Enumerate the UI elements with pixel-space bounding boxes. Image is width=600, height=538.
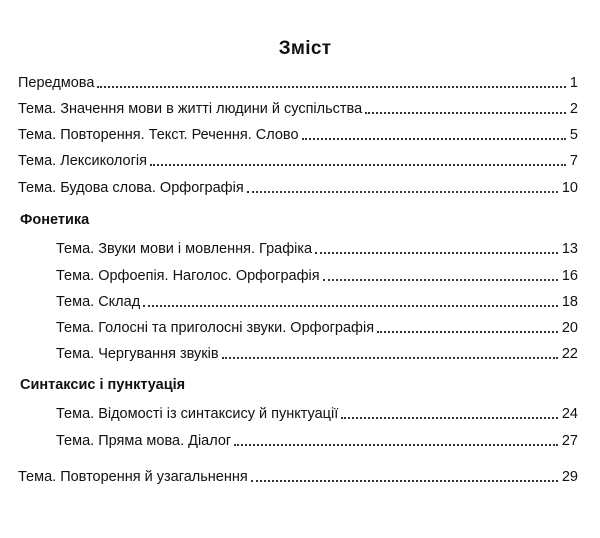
dot-leader [97,86,566,88]
toc-entry-syllable [56,293,578,311]
toc-entry-foreword [18,74,578,92]
toc-entry-label: Тема. Будова слова. Орфографія [18,180,244,196]
toc-entry-label: Тема. Склад [56,294,141,310]
toc-entry-vowels-consonants [56,319,578,337]
toc-entry-label: Передмова [18,75,95,91]
dot-leader [222,357,558,359]
toc-entry-page: 1 [569,75,578,91]
toc-entry-label: Тема. Повторення. Текст. Речення. Слово [18,127,299,143]
toc-entry-page: 10 [561,180,578,196]
toc-entry-label: Тема. Орфоепія. Наголос. Орфографія [56,268,320,284]
toc-entry-label: Тема. Повторення й узагальнення [18,469,248,485]
toc-entry-page: 16 [561,268,578,284]
section-heading-syntax: Синтаксис і пунктуація [20,377,186,393]
section-heading-phonetics: Фонетика [20,212,90,228]
toc-entry-review [18,468,578,486]
toc-entry-repetition [18,126,578,144]
toc-entry-direct-speech [56,432,578,450]
dot-leader [341,417,558,419]
toc-entry-lexicology [18,152,578,170]
toc-entry-orthoepy [56,267,578,285]
toc-entry-page: 13 [561,241,578,257]
dot-leader [247,191,558,193]
toc-entry-label: Тема. Лексикологія [18,153,147,169]
dot-leader [234,444,558,446]
page-title: Зміст [278,38,332,59]
toc-entry-page: 2 [569,101,578,117]
toc-entry-label: Тема. Пряма мова. Діалог [56,433,232,449]
toc-entry-label: Тема. Значення мови в житті людини й суспільства [18,101,363,117]
toc-entry-label: Тема. Голосні та приголосні звуки. Орфографія [56,320,375,336]
dot-leader [302,138,566,140]
dot-leader [143,305,558,307]
toc-entry-page: 18 [561,294,578,310]
toc-entry-page: 27 [561,433,578,449]
dot-leader [365,112,566,114]
dot-leader [315,252,558,254]
dot-leader [150,164,566,166]
toc-entry-sounds [56,240,578,258]
toc-entry-label: Тема. Чергування звуків [56,346,219,362]
toc-entry-page: 29 [561,469,578,485]
toc-entry-label: Тема. Відомості із синтаксису й пунктуації [56,406,339,422]
toc-entry-label: Тема. Звуки мови і мовлення. Графіка [56,241,313,257]
toc-entry-word-structure [18,179,578,197]
dot-leader [323,279,558,281]
toc-entry-page: 7 [569,153,578,169]
toc-entry-page: 22 [561,346,578,362]
dot-leader [251,480,558,482]
toc-entry-page: 20 [561,320,578,336]
toc-entry-sound-alternation [56,345,578,363]
toc-entry-language-meaning [18,100,578,118]
toc-entry-page: 24 [561,406,578,422]
toc-entry-syntax-info [56,405,578,423]
toc-entry-page: 5 [569,127,578,143]
dot-leader [377,331,558,333]
